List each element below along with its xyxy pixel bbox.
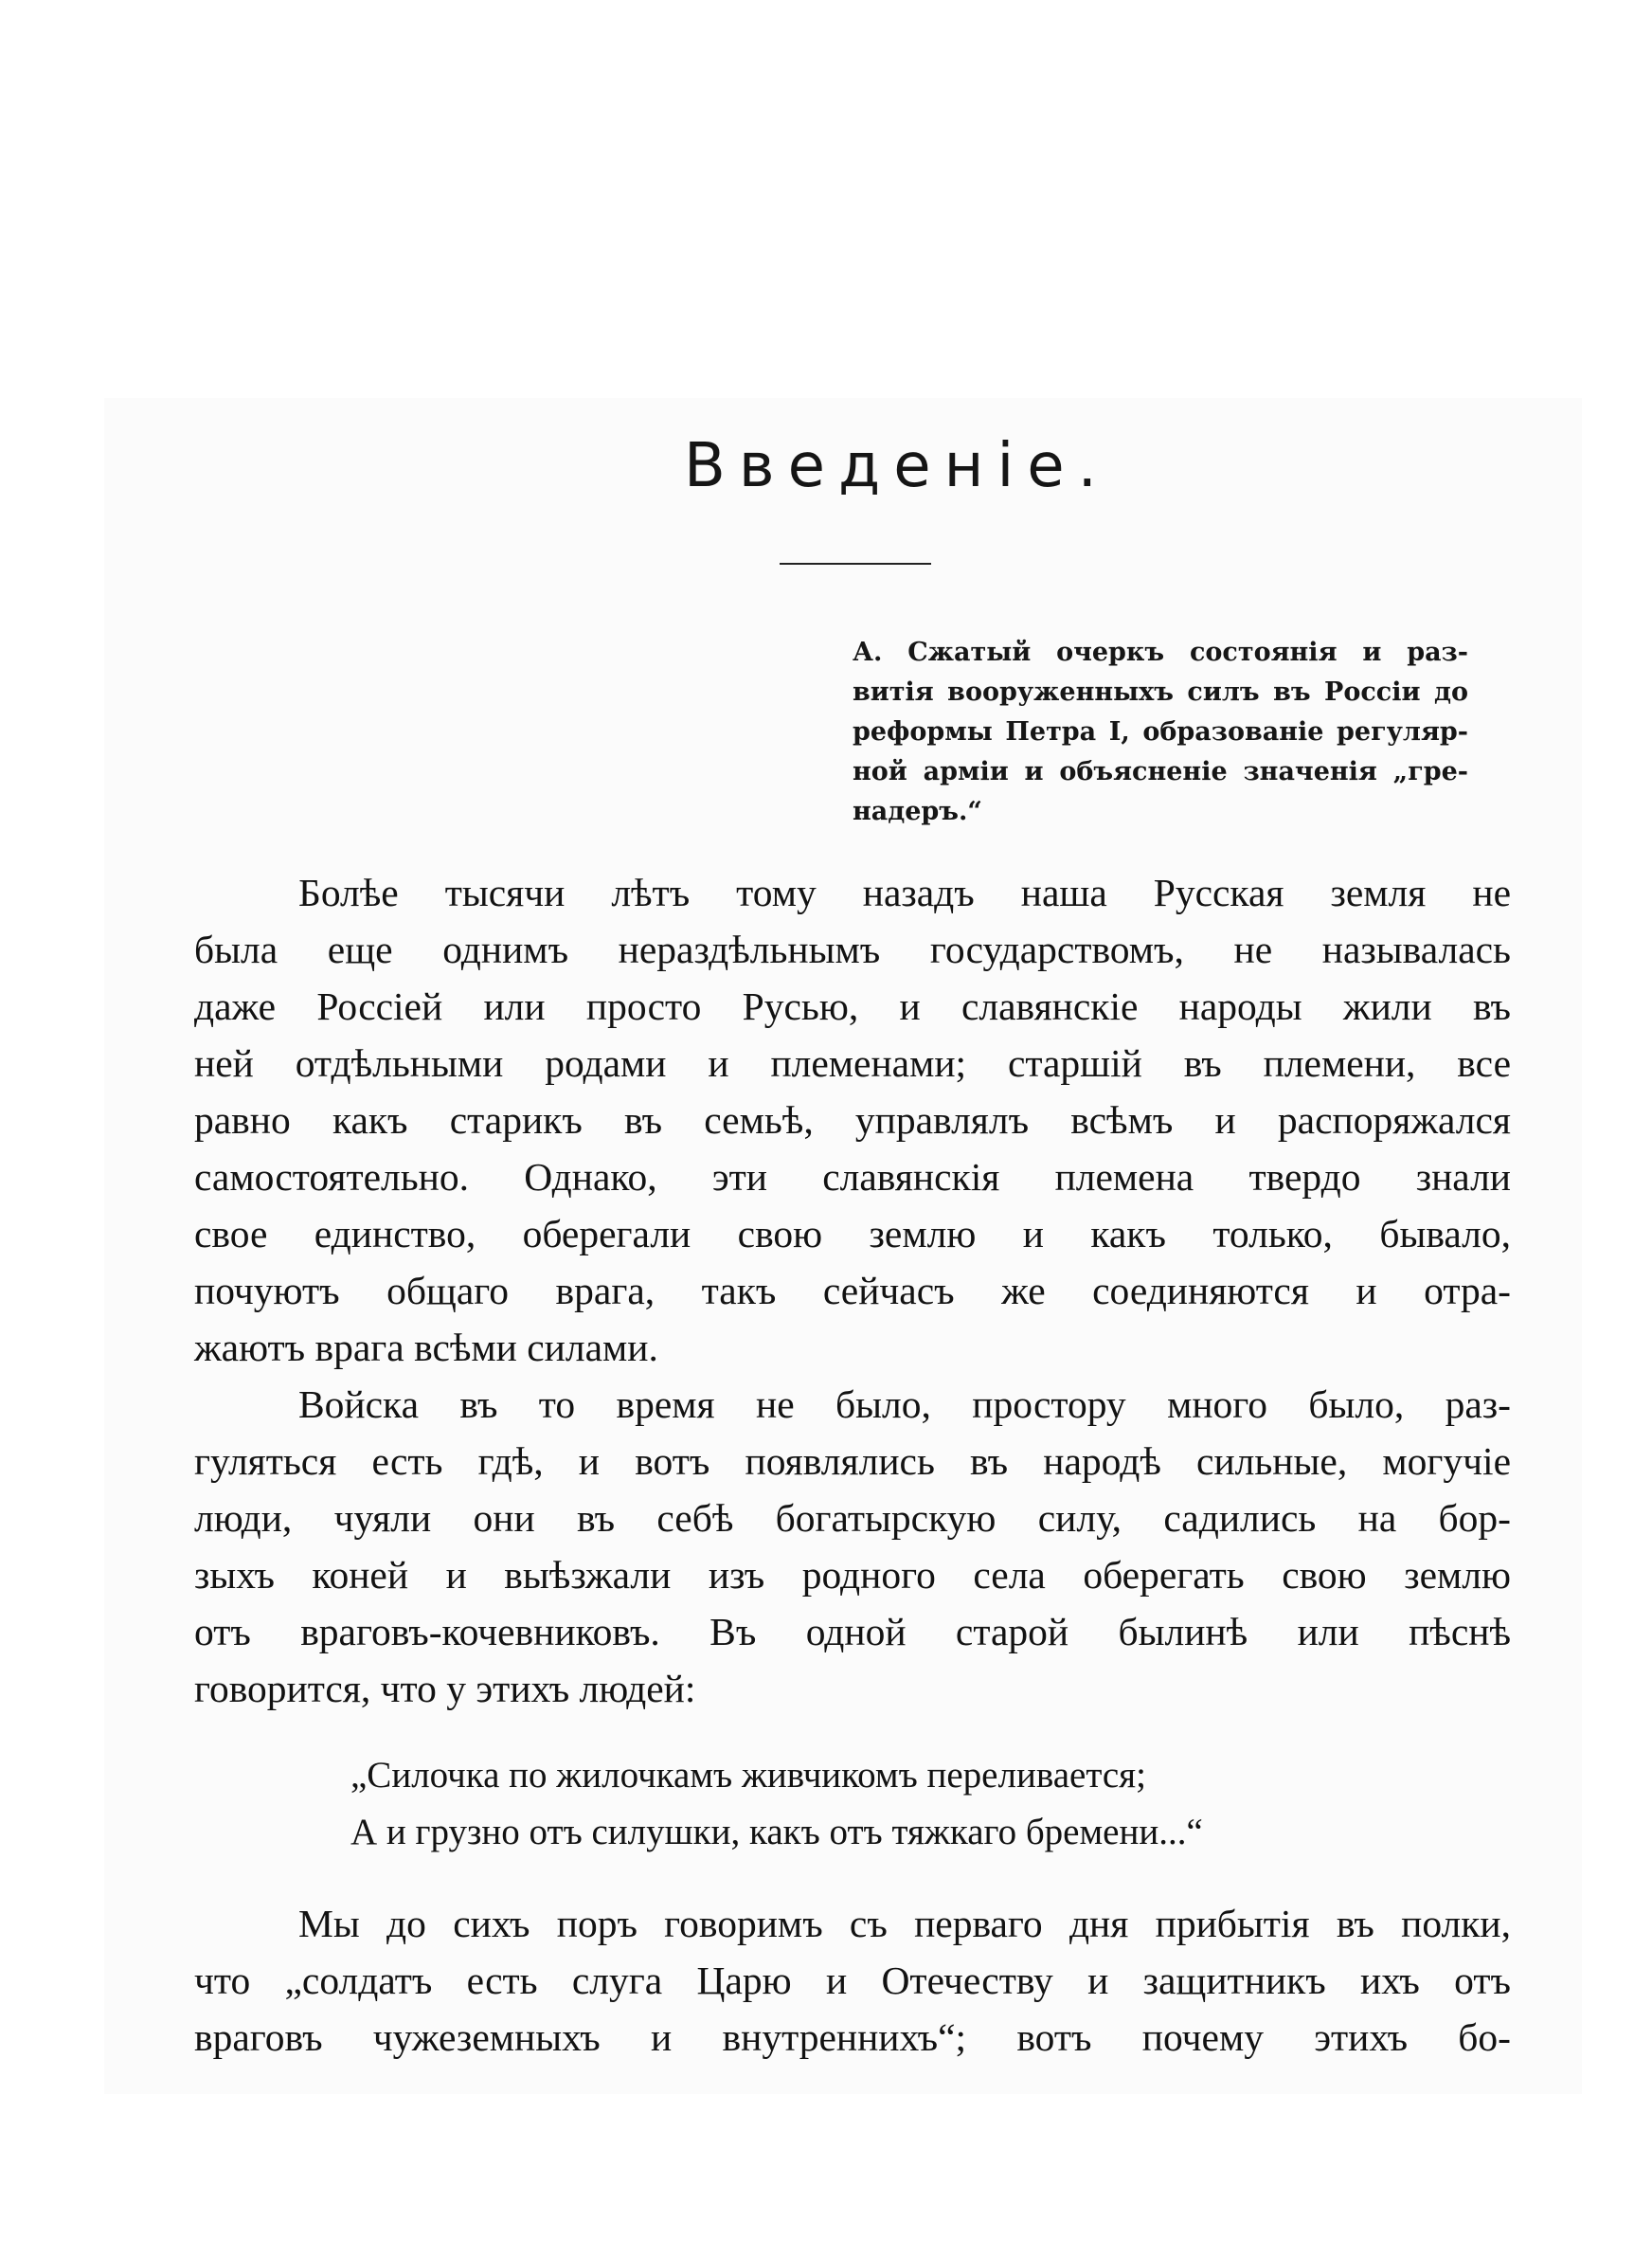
text-line: почуютъ общаго врага, такъ сейчасъ же соединяются и отра- [194,1269,1511,1312]
text-line: гуляться есть гдѣ, и вотъ появлялись въ народѣ сильные, могучiе [194,1439,1511,1483]
text-line: люди, чуяли они въ себѣ богатырскую силу, садились на бор- [194,1496,1511,1540]
verse-line: А и грузно отъ силушки, какъ отъ тяжкаго бремени...“ [350,1812,1203,1852]
text-line: говорится, что у этихъ людей: [194,1667,696,1710]
section-heading-line: надеръ.“ [853,797,982,826]
section-heading-line: А. Сжатый очеркъ состоянiя и раз- [853,638,1468,667]
section-heading-line: реформы Петра I, образованiе регуляр- [853,717,1468,747]
paragraph-1 [194,864,1511,1376]
section-heading-line: витiя вооруженныхъ силъ въ Россiи до [853,677,1468,707]
text-line: свое единство, оберегали свою землю и какъ только, бывало, [194,1212,1511,1255]
text-line: была еще однимъ нераздѣльнымъ государствомъ, не называлась [194,928,1511,971]
text-line: равно какъ старикъ въ семьѣ, управлялъ всѣмъ и распоряжался [194,1098,1511,1142]
text-line: Войска въ то время не было, простору много было, раз- [298,1382,1511,1426]
text-line: что „солдатъ есть слуга Царю и Отечеству и защитникъ ихъ отъ [194,1959,1511,2002]
text-line: самостоятельно. Однако, эти славянскiя племена твердо знали [194,1155,1511,1199]
text-line: Мы до сихъ поръ говоримъ съ перваго дня прибытiя въ полки, [298,1902,1511,1945]
text-line: ней отдѣльными родами и племенами; старшiй въ племени, все [194,1041,1511,1085]
paragraph-3 [194,1895,1511,2066]
verse-line: „Силочка по жилочкамъ живчикомъ переливается; [350,1755,1146,1796]
text-line: Болѣе тысячи лѣтъ тому назадъ наша Русская земля не [298,871,1511,914]
text-line: зыхъ коней и выѣзжали изъ родного села оберегать свою землю [194,1553,1511,1597]
section-heading [853,633,1468,832]
text-line: враговъ чужеземныхъ и внутреннихъ“; вотъ почему этихъ бо- [194,2015,1511,2059]
section-heading-line: ной армiи и объясненiе значенiя „гре- [853,757,1468,786]
title-divider [780,563,931,565]
verse-quote [350,1747,1487,1861]
paragraph-2 [194,1376,1511,1717]
text-line: отъ враговъ-кочевниковъ. Въ одной старой былинѣ или пѣснѣ [194,1610,1511,1653]
text-line: жаютъ врага всѣми силами. [194,1326,658,1369]
page-title: Введенiе. [684,431,1110,501]
text-line: даже Россiей или просто Русью, и славянскiе народы жили въ [194,984,1511,1028]
